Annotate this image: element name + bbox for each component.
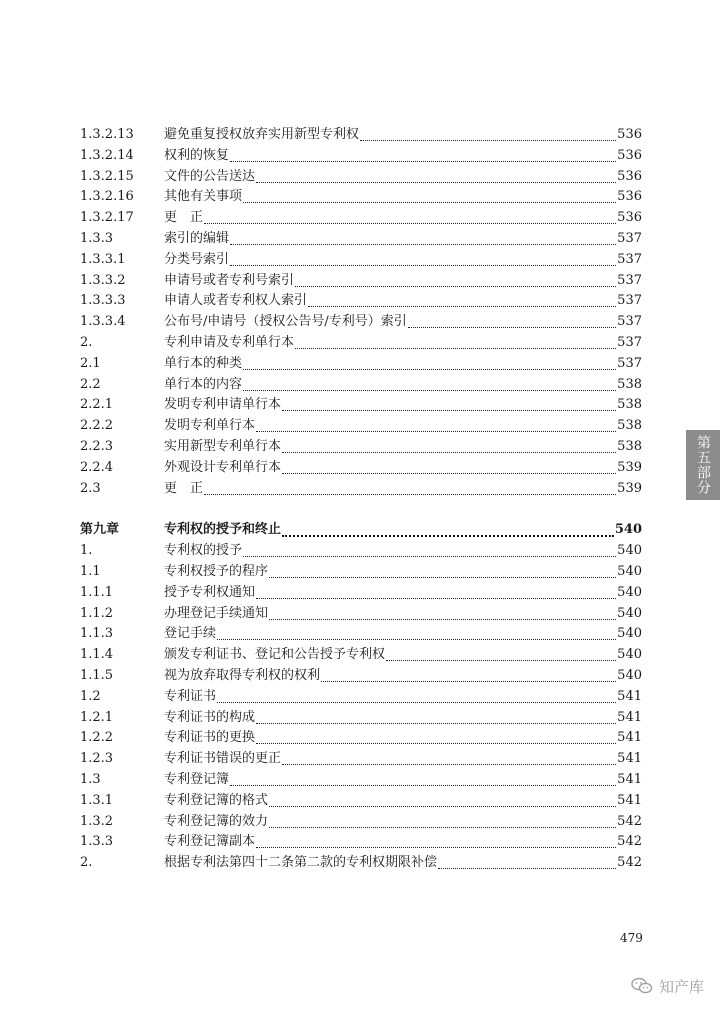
dot-leader [256,167,616,183]
toc-entry[interactable] [80,333,642,354]
dot-leader [256,416,616,432]
toc-entry-title: 发明专利申请单行本 [164,397,282,413]
toc-entry-number: 1.3.3.2 [80,272,126,288]
toc-entry[interactable] [80,271,642,292]
toc-entry[interactable] [80,645,642,666]
toc-entry-page: 537 [617,272,642,288]
dot-leader [269,812,616,828]
toc-entry[interactable] [80,208,642,229]
toc-entry-page: 538 [617,397,642,413]
toc-entry[interactable] [80,749,642,770]
toc-entry-title: 专利申请及专利单行本 [164,334,295,350]
toc-entry-title: 登记手续 [164,626,217,642]
toc-entry-title: 单行本的内容 [164,376,243,392]
toc-entry-number: 2.3 [80,480,101,496]
toc-entry-page: 541 [617,792,642,808]
dot-leader [269,562,616,578]
toc-entry-number: 1.2.3 [80,751,114,767]
toc-entry-title: 专利权授予的程序 [164,563,269,579]
dot-leader [256,708,616,724]
toc-entry-page: 538 [617,418,642,434]
toc-entry-page: 542 [617,813,642,829]
toc-entry-page: 540 [617,626,642,642]
toc-entry-title: 公布号/申请号（授权公告号/专利号）索引 [164,314,407,330]
toc-entry-title: 更 正 [164,210,204,226]
toc-entry-number: 2. [80,334,93,350]
toc-entry[interactable] [80,312,642,333]
toc-entry-title: 专利证书错误的更正 [164,751,282,767]
toc-entry-page: 540 [617,667,642,683]
toc-entry-title: 其他有关事项 [164,189,243,205]
toc-entry-number: 1.2.1 [80,709,114,725]
toc-entry-number: 1.3.2.17 [80,210,134,226]
toc-entry-title: 专利证书的更换 [164,730,256,746]
toc-entry-title: 专利证书 [164,688,217,704]
toc-entry[interactable] [80,167,642,188]
toc-entry-page: 541 [617,751,642,767]
toc-entry-title: 视为放弃取得专利权的权利 [164,667,321,683]
toc-entry-page: 541 [617,730,642,746]
toc-entry-title: 实用新型专利单行本 [164,438,282,454]
toc-entry-title: 分类号索引 [164,251,230,267]
toc-entry[interactable] [80,416,642,437]
toc-entry[interactable] [80,479,642,500]
dot-leader [282,749,616,765]
dot-leader [243,375,616,391]
toc-entry-number: 1.1.2 [80,605,114,621]
toc-entry[interactable] [80,250,642,271]
toc-entry-title: 专利登记簿 [164,771,230,787]
toc-entry-page: 539 [617,459,642,475]
toc-entry-number: 1.3.2.14 [80,147,134,163]
toc-entry-page: 542 [617,834,642,850]
dot-leader [243,541,616,557]
toc-entry[interactable] [80,583,642,604]
toc-entry[interactable] [80,728,642,749]
toc-entry-number: 2.2.2 [80,418,114,434]
toc-group-chapter9 [80,541,642,874]
toc-entry-number: 1.1.3 [80,626,114,642]
toc-entry-title: 索引的编辑 [164,230,230,246]
toc-entry-title: 权利的恢复 [164,147,230,163]
toc-entry[interactable] [80,291,642,312]
toc-entry-page: 536 [617,210,642,226]
toc-entry-page: 536 [617,127,642,142]
dot-leader [408,312,616,328]
toc-entry[interactable] [80,437,642,458]
toc-entry[interactable] [80,458,642,479]
chapter-number: 第九章 [80,522,120,538]
toc-entry-number: 1.3.3.3 [80,293,126,309]
dot-leader [217,624,616,640]
toc-entry[interactable] [80,375,642,396]
toc-entry[interactable] [80,687,642,708]
toc-entry-title: 避免重复授权放弃实用新型专利权 [164,127,360,142]
dot-leader [256,832,616,848]
dot-leader [386,645,616,661]
toc-entry-page: 540 [617,647,642,663]
toc-entry[interactable] [80,125,642,146]
toc-entry-page: 537 [617,251,642,267]
toc-entry-number: 1.3.3.4 [80,314,126,330]
dot-leader [243,354,616,370]
dot-leader [269,604,616,620]
toc-entry-title: 申请人或者专利权人索引 [164,293,308,309]
toc-entry-number: 2.2.4 [80,459,114,475]
toc-entry-page: 540 [617,563,642,579]
toc-entry-number: 1.1.4 [80,647,114,663]
toc-entry-number: 1.3.2.15 [80,168,134,184]
dot-leader [256,583,616,599]
dot-leader [295,333,616,349]
toc-entry[interactable] [80,541,642,562]
toc-entry-title: 专利登记簿的格式 [164,792,269,808]
toc-entry-number: 1.1 [80,563,101,579]
toc-entry-page: 537 [617,293,642,309]
toc-entry-title: 文件的公告送达 [164,168,256,184]
toc-entry-page: 541 [617,688,642,704]
toc-entry-number: 1.3.2.13 [80,127,134,142]
dot-leader [282,458,616,474]
toc-entry[interactable] [80,187,642,208]
toc-entry[interactable] [80,832,642,853]
toc-entry[interactable] [80,395,642,416]
toc-entry-page: 538 [617,376,642,392]
toc-entry-page: 542 [617,855,642,871]
toc-entry-page: 538 [617,438,642,454]
dot-leader [295,271,616,287]
toc-entry-page: 537 [617,334,642,350]
toc-entry-title: 单行本的种类 [164,355,243,371]
toc-entry[interactable] [80,812,642,833]
toc-entry-page: 541 [617,771,642,787]
dot-leader [360,125,616,141]
dot-leader [282,395,616,411]
toc-entry-page: 536 [617,189,642,205]
toc-entry[interactable] [80,791,642,812]
part-side-tab: 第五部分 [686,430,720,500]
toc-entry-page: 536 [617,147,642,163]
watermark-text: 知产库 [658,977,704,996]
dot-leader [217,687,616,703]
toc-entry-title: 专利登记簿的效力 [164,813,269,829]
toc-entry-number: 2.2 [80,376,101,392]
toc-entry-title: 专利权的授予 [164,543,243,559]
toc-entry-number: 1.3.3 [80,834,114,850]
toc-entry-title: 颁发专利证书、登记和公告授予专利权 [164,647,386,663]
toc-entry[interactable] [80,604,642,625]
toc-entry-number: 1.3.3.1 [80,251,126,267]
dot-leader [321,666,616,682]
table-of-contents [80,125,642,874]
toc-entry-page: 540 [617,543,642,559]
toc-entry-number: 2.2.3 [80,438,114,454]
section-gap [80,499,642,520]
toc-entry-title: 根据专利法第四十二条第二款的专利权期限补偿 [164,855,438,871]
toc-entry-page: 539 [617,480,642,496]
toc-entry-title: 授予专利权通知 [164,584,256,600]
toc-entry-number: 2. [80,855,93,871]
watermark [631,974,704,998]
toc-group-chapter8-continued [80,125,642,499]
dot-leader [230,250,616,266]
toc-entry[interactable] [80,354,642,375]
dot-leader [282,437,616,453]
toc-entry-page: 541 [617,709,642,725]
page-number: 479 [620,931,643,945]
dot-leader [269,791,616,807]
toc-entry-title: 专利证书的构成 [164,709,256,725]
toc-entry-title: 申请号或者专利号索引 [164,272,295,288]
toc-entry[interactable] [80,853,642,874]
toc-entry-page: 537 [617,314,642,330]
wechat-icon [631,977,653,995]
toc-entry-number: 1.1.5 [80,667,114,683]
toc-entry-page: 540 [617,605,642,621]
toc-entry[interactable] [80,229,642,250]
toc-entry-number: 1.3.2.16 [80,189,134,205]
dot-leader [204,479,616,495]
toc-entry-number: 1.3.3 [80,230,114,246]
dot-leader [243,187,616,203]
chapter-title: 专利权的授予和终止 [164,522,282,538]
dot-leader [204,208,616,224]
dot-leader [256,728,616,744]
toc-entry-page: 540 [617,584,642,600]
toc-entry-page: 536 [617,168,642,184]
toc-entry-page: 537 [617,355,642,371]
toc-entry-number: 1. [80,543,93,559]
chapter-page: 540 [614,522,642,538]
dot-leader [438,853,616,869]
toc-entry-title: 更 正 [164,480,204,496]
toc-entry-number: 1.1.1 [80,584,114,600]
toc-entry-title: 外观设计专利单行本 [164,459,282,475]
toc-entry-number: 1.2 [80,688,101,704]
toc-entry-number: 1.3.2 [80,813,114,829]
dot-leader [282,520,614,537]
dot-leader [230,146,616,162]
toc-entry[interactable] [80,708,642,729]
chapter-heading[interactable] [80,520,642,541]
toc-entry-number: 2.1 [80,355,101,371]
toc-entry-number: 2.2.1 [80,397,114,413]
toc-entry[interactable] [80,666,642,687]
toc-entry-title: 专利登记簿副本 [164,834,256,850]
toc-entry-title: 办理登记手续通知 [164,605,269,621]
toc-entry-title: 发明专利单行本 [164,418,256,434]
toc-entry-number: 1.3 [80,771,101,787]
toc-entry[interactable] [80,624,642,645]
toc-entry-page: 537 [617,230,642,246]
toc-entry[interactable] [80,562,642,583]
dot-leader [308,291,616,307]
toc-entry-number: 1.3.1 [80,792,114,808]
toc-entry[interactable] [80,770,642,791]
dot-leader [230,770,616,786]
toc-entry-number: 1.2.2 [80,730,114,746]
dot-leader [230,229,616,245]
toc-entry[interactable] [80,146,642,167]
